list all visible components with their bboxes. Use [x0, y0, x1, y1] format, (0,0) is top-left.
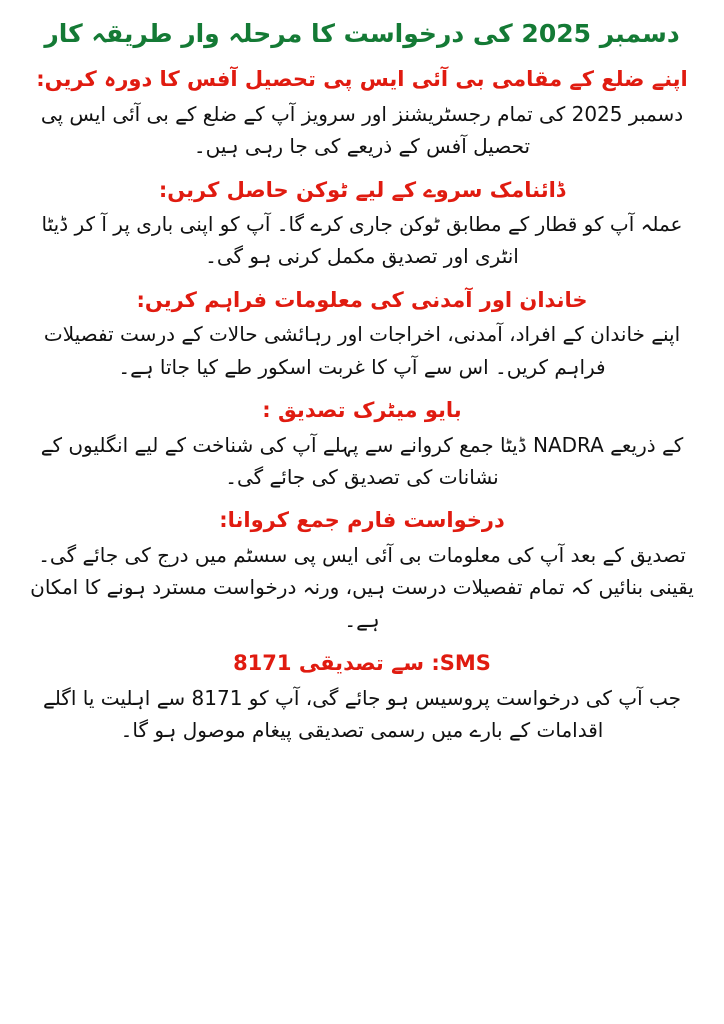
- section-block: [24, 279, 700, 387]
- section-block: [24, 389, 700, 497]
- section-block: [24, 58, 700, 166]
- section-body: دسمبر 2025 کی تمام رجسٹریشنز اور سرویز آپ کے ضلع کے بی آئی ایس پی تحصیل آفس کے ذریعے کی جا رہی ہیں۔: [40, 101, 684, 159]
- section-heading: SMS: سے تصدیقی 8171: [233, 651, 491, 676]
- section-block: [24, 642, 700, 746]
- section-heading: اپنے ضلع کے مقامی بی آئی ایس پی تحصیل آفس کا دورہ کریں:: [36, 67, 688, 92]
- section-body: کے ذریعے NADRA ڈیٹا جمع کروانے سے پہلے آپ کی شناخت کے لیے انگلیوں کے نشانات کی تصدیق کی جائے گی۔: [40, 432, 684, 489]
- section-heading: خاندان اور آمدنی کی معلومات فراہم کریں:: [136, 287, 588, 312]
- section-body: تصدیق کے بعد آپ کی معلومات بی آئی ایس پی سسٹم میں درج کی جائے گی۔ یقینی بنائیں کہ تمام تفصیلات درست ہیں، ورنہ درخواست مسترد ہونے کا امکان ہے۔: [30, 542, 694, 632]
- section-block: [24, 169, 700, 277]
- section-heading: درخواست فارم جمع کروانا:: [219, 508, 505, 533]
- section-heading: ڈائنامک سروے کے لیے ٹوکن حاصل کریں:: [158, 177, 566, 202]
- section-body: اپنے خاندان کے افراد، آمدنی، اخراجات اور رہائشی حالات کے درست تفصیلات فراہم کریں۔ اس سے آپ کا غربت اسکور طے کیا جاتا ہے۔: [43, 322, 681, 379]
- section-body: عملہ آپ کو قطار کے مطابق ٹوکن جاری کرے گا۔ آپ کو اپنی باری پر آ کر ڈیٹا انٹری اور تصدیق مکمل کرنی ہو گی۔: [41, 212, 683, 269]
- section-heading: بایو میٹرک تصدیق :: [262, 398, 462, 423]
- section-block: [24, 499, 700, 640]
- page-title: دسمبر 2025 کی درخواست کا مرحلہ وار طریقہ کار: [44, 19, 680, 48]
- section-body: جب آپ کی درخواست پروسیس ہو جائے گی، آپ کو 8171 سے اہلیت یا اگلے اقدامات کے بارے میں رسمی تصدیقی پیغام موصول ہو گا۔: [42, 685, 682, 742]
